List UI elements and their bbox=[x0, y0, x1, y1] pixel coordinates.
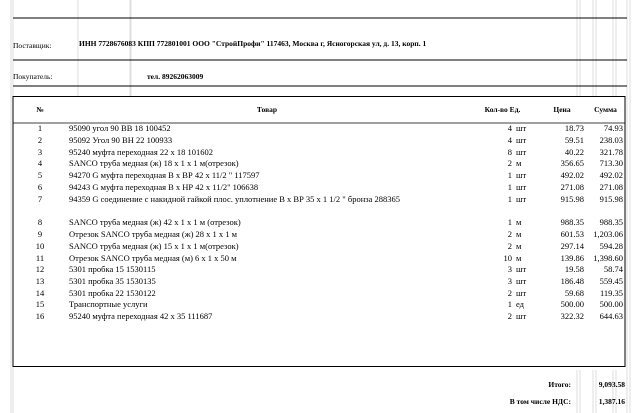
row-name: SANCO труба медная (ж) 15 х 1 х 1 м(отрезок) bbox=[69, 240, 239, 251]
row-name: 5301 пробка 15 1530115 bbox=[69, 264, 156, 275]
row-price: 601.53 bbox=[560, 229, 584, 240]
row-name: 94270 G муфта переходная В х ВР 42 х 11/2 " 117597 bbox=[69, 170, 260, 181]
row-num: 13 bbox=[35, 275, 45, 286]
row-unit: м bbox=[516, 217, 522, 228]
row-price: 18.73 bbox=[564, 123, 584, 134]
table-row bbox=[13, 252, 625, 264]
row-name: 95240 муфта переходная 22 х 18 101602 bbox=[69, 146, 213, 157]
row-qty: 2 bbox=[507, 240, 512, 251]
row-num: 5 bbox=[37, 170, 43, 181]
goods-table bbox=[13, 96, 625, 322]
row-price: 915.98 bbox=[560, 194, 584, 205]
row-name: 94359 G соединение с накидной гайкой плос. уплотнение В х ВР 35 х 1 1/2 " бронза 288365 bbox=[69, 194, 401, 205]
row-qty: 1 bbox=[507, 181, 512, 192]
row-num: 14 bbox=[35, 287, 45, 298]
row-price: 356.65 bbox=[560, 158, 584, 169]
table-row bbox=[13, 135, 625, 147]
header-name: Товар bbox=[256, 105, 278, 114]
row-num: 15 bbox=[35, 299, 45, 310]
table-row bbox=[13, 146, 625, 158]
row-qty: 8 bbox=[507, 146, 512, 157]
row-price: 988.35 bbox=[560, 217, 584, 228]
buyer-label: Покупатель: bbox=[13, 72, 53, 81]
row-qty: 1 bbox=[507, 299, 512, 310]
row-sum: 713.30 bbox=[599, 158, 623, 169]
header-price: Цена bbox=[553, 105, 571, 114]
row-num: 1 bbox=[37, 123, 43, 134]
row-sum: 271.08 bbox=[599, 181, 623, 192]
row-num: 9 bbox=[37, 229, 43, 240]
row-sum: 594.28 bbox=[599, 240, 623, 251]
row-price: 40.22 bbox=[564, 146, 584, 157]
row-unit: м bbox=[516, 229, 522, 240]
row-qty: 4 bbox=[507, 135, 512, 146]
row-qty: 1 bbox=[507, 170, 512, 181]
row-unit: м bbox=[516, 252, 522, 263]
row-sum: 119.35 bbox=[599, 287, 623, 298]
row-name: 94243 G муфта переходная В х НР 42 х 11/2" 106638 bbox=[69, 181, 259, 192]
table-header-row bbox=[13, 96, 625, 123]
row-price: 139.86 bbox=[560, 252, 584, 263]
row-unit: шт bbox=[516, 310, 527, 321]
row-sum: 74.93 bbox=[603, 123, 623, 134]
row-price: 186.48 bbox=[560, 275, 584, 286]
row-qty: 1 bbox=[507, 217, 512, 228]
table-row bbox=[13, 123, 625, 135]
row-price: 500.00 bbox=[560, 299, 584, 310]
table-row bbox=[13, 311, 625, 323]
vat-value: 1,387.16 bbox=[598, 397, 625, 406]
row-sum: 500.00 bbox=[599, 299, 623, 310]
vat-label: В том числе НДС: bbox=[509, 397, 571, 406]
row-price: 59.68 bbox=[564, 287, 584, 298]
buyer-value: тел. 89262063009 bbox=[147, 72, 204, 81]
row-qty: 4 bbox=[507, 123, 512, 134]
row-name: SANCO труба медная (ж) 18 х 1 х 1 м(отрезок) bbox=[69, 158, 239, 169]
row-unit: шт bbox=[516, 146, 527, 157]
row-sum: 321.78 bbox=[599, 146, 623, 157]
row-unit: м bbox=[516, 158, 522, 169]
row-qty: 3 bbox=[507, 264, 512, 275]
row-sum: 988.35 bbox=[599, 217, 623, 228]
row-name: 95240 муфта переходная 42 х 35 111687 bbox=[69, 310, 213, 321]
row-unit: м bbox=[516, 240, 522, 251]
row-num: 11 bbox=[35, 252, 45, 263]
row-unit: шт bbox=[516, 181, 527, 192]
table-row bbox=[13, 287, 625, 299]
row-num: 2 bbox=[37, 135, 43, 146]
row-sum: 492.02 bbox=[599, 170, 623, 181]
row-num: 12 bbox=[35, 264, 45, 275]
total-label: Итого: bbox=[548, 380, 571, 389]
row-num: 6 bbox=[37, 181, 43, 192]
row-sum: 58.74 bbox=[603, 264, 623, 275]
header-num: № bbox=[36, 105, 44, 114]
row-unit: шт bbox=[516, 287, 527, 298]
header-sum: Сумма bbox=[594, 105, 617, 114]
row-num: 7 bbox=[37, 194, 43, 205]
row-num: 4 bbox=[37, 158, 43, 169]
row-unit: шт bbox=[516, 135, 527, 146]
row-unit: шт bbox=[516, 123, 527, 134]
row-num: 8 bbox=[37, 217, 43, 228]
table-row bbox=[13, 276, 625, 288]
table-row bbox=[13, 264, 625, 276]
row-sum: 644.63 bbox=[599, 310, 623, 321]
table-row bbox=[13, 229, 625, 241]
row-name: 95092 Угол 90 ВН 22 100933 bbox=[69, 135, 173, 146]
vat-row bbox=[461, 397, 625, 406]
row-sum: 559.45 bbox=[599, 275, 623, 286]
row-num: 3 bbox=[37, 146, 43, 157]
row-price: 297.14 bbox=[560, 240, 584, 251]
row-name: Транспортные услуги bbox=[69, 299, 148, 310]
row-qty: 3 bbox=[507, 275, 512, 286]
row-sum: 915.98 bbox=[599, 194, 623, 205]
row-qty: 10 bbox=[503, 252, 512, 263]
header-qty: Кол-во Ед. bbox=[484, 105, 521, 114]
row-name: 5301 пробка 35 1530135 bbox=[69, 275, 156, 286]
table-row bbox=[13, 193, 625, 217]
row-name: SANCO труба медная (ж) 42 х 1 х 1 м (отрезок) bbox=[69, 217, 241, 228]
row-num: 10 bbox=[35, 240, 45, 251]
table-row bbox=[13, 241, 625, 253]
row-name: 5301 пробка 22 1530122 bbox=[69, 287, 156, 298]
row-qty: 2 bbox=[507, 287, 512, 298]
table-row bbox=[13, 170, 625, 182]
supplier-value: ИНН 7728676083 КПП 772801001 ООО "СтройПрофи" 117463, Москва г, Ясногорская ул, д. 13, корп. 1 bbox=[79, 39, 427, 48]
row-qty: 1 bbox=[507, 194, 512, 205]
supplier-label: Поставщик: bbox=[13, 41, 52, 50]
row-price: 492.02 bbox=[560, 170, 584, 181]
row-num: 16 bbox=[35, 310, 45, 321]
row-unit: шт bbox=[516, 264, 527, 275]
row-qty: 2 bbox=[507, 158, 512, 169]
row-name: 95090 угол 90 ВВ 18 100452 bbox=[69, 123, 171, 134]
row-qty: 2 bbox=[507, 310, 512, 321]
row-sum: 238.03 bbox=[599, 135, 623, 146]
row-sum: 1,203.06 bbox=[593, 229, 623, 240]
row-price: 271.08 bbox=[560, 181, 584, 192]
total-value: 9,093.58 bbox=[598, 380, 625, 389]
row-unit: шт bbox=[516, 194, 527, 205]
row-qty: 2 bbox=[507, 229, 512, 240]
row-name: Отрезок SANCO труба медная (ж) 28 х 1 х 1 м bbox=[69, 229, 238, 240]
table-row bbox=[13, 217, 625, 229]
row-name: Отрезок SANCO труба медная (м) 6 х 1 х 50 м bbox=[69, 252, 237, 263]
table-row bbox=[13, 299, 625, 311]
row-price: 322.32 bbox=[560, 310, 584, 321]
row-sum: 1,398.60 bbox=[593, 252, 623, 263]
total-row bbox=[461, 380, 625, 389]
row-unit: ед bbox=[516, 299, 524, 310]
table-row bbox=[13, 181, 625, 193]
row-unit: шт bbox=[516, 275, 527, 286]
table-row bbox=[13, 158, 625, 170]
row-unit: шт bbox=[516, 170, 527, 181]
row-price: 59.51 bbox=[564, 135, 584, 146]
row-price: 19.58 bbox=[564, 264, 584, 275]
